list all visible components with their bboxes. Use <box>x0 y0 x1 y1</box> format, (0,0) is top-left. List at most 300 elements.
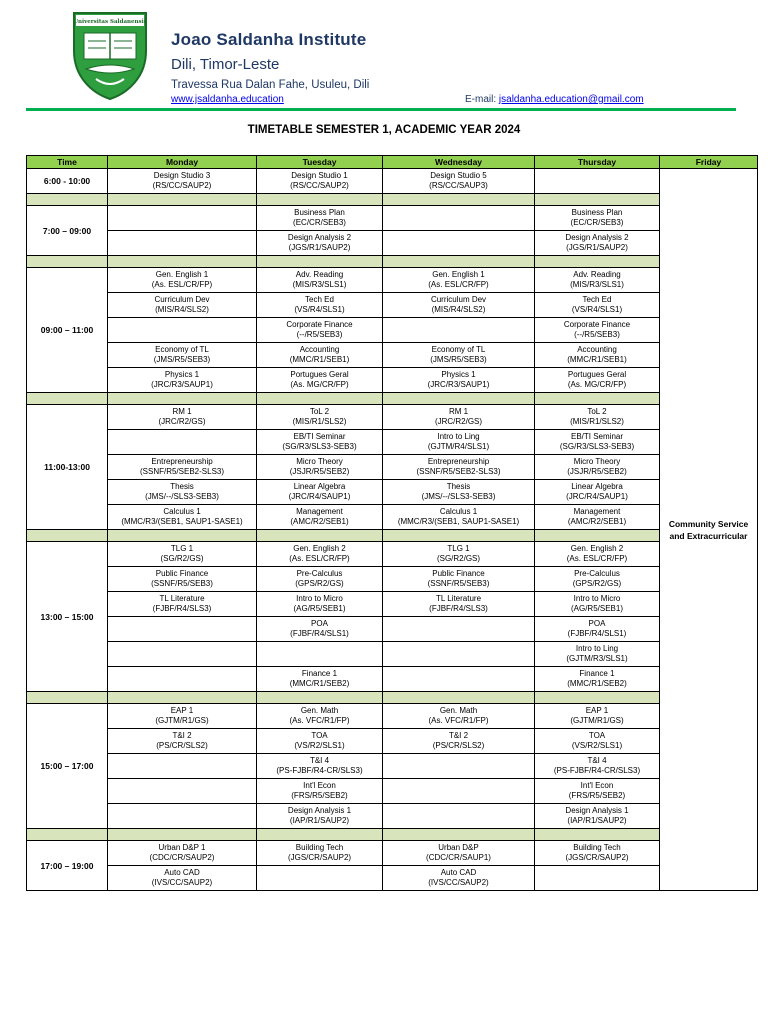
course-name: TL Literature <box>159 594 205 603</box>
course-name: Thesis <box>170 482 194 491</box>
column-header-time: Time <box>27 156 108 169</box>
monday-class-cell <box>108 804 257 829</box>
course-details: (JRC/R3/SAUP1) <box>427 380 490 389</box>
course-details: (MIS/R3/SLS1) <box>292 280 347 289</box>
course-name: Urban D&P 1 <box>158 843 206 852</box>
course-details: (EC/CR/SEB3) <box>570 218 624 227</box>
course-name: Calculus 1 <box>163 507 201 516</box>
thursday-class-cell <box>535 542 660 567</box>
course-name: Physics 1 <box>164 370 200 379</box>
column-header-monday: Monday <box>108 156 257 169</box>
separator-cell <box>257 393 383 405</box>
course-details: (AMC/R2/SEB1) <box>567 517 627 526</box>
course-details: (AG/R5/SEB1) <box>570 604 623 613</box>
course-name: Linear Algebra <box>293 482 346 491</box>
thursday-class-cell <box>535 169 660 194</box>
institute-name: Joao Saldanha Institute <box>171 30 367 49</box>
monday-class-cell <box>108 729 257 754</box>
course-name: T&I 4 <box>587 756 607 765</box>
course-name: Design Analysis 1 <box>287 806 352 815</box>
course-name: Pre-Calculus <box>296 569 343 578</box>
course-name: Entrepreneurship <box>151 457 213 466</box>
course-details: (FJBF/R4/SLS1) <box>567 629 627 638</box>
course-details: (GJTM/R3/SLS1) <box>566 654 628 663</box>
thursday-class-cell <box>535 754 660 779</box>
time-slot-cell: 15:00 – 17:00 <box>27 704 108 829</box>
course-details: (CDC/CR/SAUP2) <box>149 853 215 862</box>
course-name: RM 1 <box>172 407 192 416</box>
course-details: (IVS/CC/SAUP2) <box>151 878 213 887</box>
wednesday-class-cell <box>383 405 535 430</box>
tuesday-class-cell <box>257 667 383 692</box>
thursday-class-cell <box>535 480 660 505</box>
table-row <box>27 343 758 368</box>
course-name: Physics 1 <box>441 370 476 379</box>
monday-class-cell <box>108 343 257 368</box>
course-name: EB/TI Seminar <box>293 432 346 441</box>
course-details: (As. MG/CR/FP) <box>290 380 349 389</box>
monday-class-cell <box>108 667 257 692</box>
tuesday-class-cell <box>257 505 383 530</box>
course-details: (PS/CR/SLS2) <box>156 741 208 750</box>
tuesday-class-cell <box>257 542 383 567</box>
course-name: Gen. Math <box>300 706 339 715</box>
course-details: (PS-FJBF/R4-CR/SLS3) <box>276 766 363 775</box>
header-divider <box>26 108 736 111</box>
course-details: (CDC/CR/SAUP1) <box>426 853 491 862</box>
separator-cell <box>535 829 660 841</box>
tuesday-class-cell <box>257 617 383 642</box>
course-details: (GJTM/R1/GS) <box>570 716 624 725</box>
wednesday-class-cell <box>383 567 535 592</box>
friday-activity-cell <box>660 169 758 891</box>
course-details: (FJBF/R4/SLS1) <box>290 629 349 638</box>
course-name: Design Analysis 2 <box>565 233 629 242</box>
email-link[interactable]: jsaldanha.education@gmail.com <box>498 94 644 105</box>
course-details: (GJTM/R1/GS) <box>155 716 209 725</box>
course-details: (VS/R2/SLS1) <box>294 741 345 750</box>
institute-address: Travessa Rua Dalan Fahe, Usuleu, Dili <box>171 79 370 91</box>
website-link[interactable]: www.jsaldanha.education <box>171 94 284 105</box>
course-name: ToL 2 <box>309 407 330 416</box>
table-row <box>27 480 758 505</box>
course-name: Finance 1 <box>301 669 338 678</box>
course-details: (SSNF/R5/SEB3) <box>151 579 213 588</box>
monday-class-cell <box>108 542 257 567</box>
course-details: (MMC/R1/SEB1) <box>289 355 350 364</box>
course-details: (JGS/R1/SAUP2) <box>566 243 628 252</box>
separator-cell <box>383 194 535 206</box>
monday-class-cell <box>108 704 257 729</box>
table-row <box>27 368 758 393</box>
separator-cell <box>383 393 535 405</box>
course-name: Design Studio 5 <box>430 171 487 180</box>
course-details: (RS/CC/SAUP2) <box>290 181 349 190</box>
wednesday-class-cell <box>383 169 535 194</box>
block-separator-row <box>27 692 758 704</box>
course-name: T&I 2 <box>172 731 192 740</box>
course-details: (JRC/R2/GS) <box>158 417 206 426</box>
thursday-class-cell <box>535 567 660 592</box>
wednesday-class-cell <box>383 293 535 318</box>
institute-city: Dili, Timor-Leste <box>171 56 280 73</box>
tuesday-class-cell <box>257 704 383 729</box>
separator-cell <box>383 692 535 704</box>
course-details: (SG/R2/GS) <box>160 554 204 563</box>
wednesday-class-cell <box>383 368 535 393</box>
course-details: (GPS/R2/GS) <box>572 579 622 588</box>
table-row <box>27 804 758 829</box>
block-separator-row <box>27 194 758 206</box>
university-crest-logo <box>72 11 148 101</box>
monday-class-cell <box>108 642 257 667</box>
course-details: (JGS/CR/SAUP2) <box>287 853 352 862</box>
course-details: (MIS/R3/SLS1) <box>570 280 624 289</box>
course-details: (MMC/R1/SEB1) <box>567 355 627 364</box>
monday-class-cell <box>108 841 257 866</box>
table-row <box>27 866 758 891</box>
separator-cell <box>27 194 108 206</box>
table-row <box>27 430 758 455</box>
monday-class-cell <box>108 505 257 530</box>
table-row <box>27 704 758 729</box>
course-name: Adv. Reading <box>573 270 621 279</box>
course-details: (MIS/R1/SLS2) <box>292 417 347 426</box>
course-details: (SG/R3/SLS3-SEB3) <box>559 442 635 451</box>
wednesday-class-cell <box>383 642 535 667</box>
separator-cell <box>108 692 257 704</box>
course-name: Management <box>296 507 343 516</box>
monday-class-cell <box>108 567 257 592</box>
tuesday-class-cell <box>257 368 383 393</box>
course-details: (As. ESL/CR/FP) <box>566 554 628 563</box>
thursday-class-cell <box>535 268 660 293</box>
monday-class-cell <box>108 866 257 891</box>
table-row <box>27 268 758 293</box>
course-details: (JGS/R1/SAUP2) <box>288 243 351 252</box>
thursday-class-cell <box>535 841 660 866</box>
thursday-class-cell <box>535 667 660 692</box>
monday-class-cell <box>108 169 257 194</box>
letterhead <box>0 0 768 112</box>
monday-class-cell <box>108 368 257 393</box>
tuesday-class-cell <box>257 729 383 754</box>
wednesday-class-cell <box>383 729 535 754</box>
wednesday-class-cell <box>383 779 535 804</box>
course-details: (JMS/R5/SEB3) <box>430 355 487 364</box>
time-slot-cell: 11:00-13:00 <box>27 405 108 530</box>
course-details: (MIS/R4/SLS2) <box>155 305 209 314</box>
tuesday-class-cell <box>257 779 383 804</box>
course-details: (GPS/R2/GS) <box>295 579 344 588</box>
wednesday-class-cell <box>383 804 535 829</box>
email-line <box>465 94 644 105</box>
course-name: Accounting <box>299 345 340 354</box>
course-details: (MMC/R1/SEB2) <box>567 679 627 688</box>
course-name: Finance 1 <box>579 669 615 678</box>
thursday-class-cell <box>535 430 660 455</box>
thursday-class-cell <box>535 368 660 393</box>
wednesday-class-cell <box>383 866 535 891</box>
tuesday-class-cell <box>257 567 383 592</box>
course-details: (SG/R3/SLS3-SEB3) <box>282 442 357 451</box>
course-details: (FJBF/R4/SLS3) <box>152 604 212 613</box>
time-slot-cell: 13:00 – 15:00 <box>27 542 108 692</box>
course-name: Auto CAD <box>164 868 200 877</box>
course-name: RM 1 <box>448 407 469 416</box>
column-header-thursday: Thursday <box>535 156 660 169</box>
thursday-class-cell <box>535 293 660 318</box>
course-name: Thesis <box>446 482 471 491</box>
separator-cell <box>257 256 383 268</box>
separator-cell <box>27 829 108 841</box>
course-name: TL Literature <box>435 594 482 603</box>
table-row <box>27 455 758 480</box>
course-name: Business Plan <box>294 208 345 217</box>
wednesday-class-cell <box>383 455 535 480</box>
course-name: POA <box>588 619 606 628</box>
monday-class-cell <box>108 430 257 455</box>
wednesday-class-cell <box>383 542 535 567</box>
wednesday-class-cell <box>383 268 535 293</box>
course-name: Tech Ed <box>582 295 612 304</box>
course-details: (VS/R2/SLS1) <box>571 741 623 750</box>
thursday-class-cell <box>535 617 660 642</box>
course-name: T&I 2 <box>448 731 469 740</box>
separator-cell <box>535 530 660 542</box>
separator-cell <box>27 256 108 268</box>
course-name: Building Tech <box>295 843 344 852</box>
table-row <box>27 642 758 667</box>
monday-class-cell <box>108 480 257 505</box>
course-name: Gen. English 1 <box>155 270 209 279</box>
course-name: Gen. English 2 <box>293 544 346 553</box>
wednesday-class-cell <box>383 206 535 231</box>
wednesday-class-cell <box>383 505 535 530</box>
separator-cell <box>108 393 257 405</box>
table-row <box>27 318 758 343</box>
table-row <box>27 779 758 804</box>
tuesday-class-cell <box>257 343 383 368</box>
monday-class-cell <box>108 231 257 256</box>
timetable-body <box>27 169 758 891</box>
course-name: Int'l Econ <box>303 781 336 790</box>
course-name: TOA <box>588 731 606 740</box>
tuesday-class-cell <box>257 841 383 866</box>
crest-text: Universitas Saldanensis <box>73 19 147 25</box>
separator-cell <box>383 530 535 542</box>
course-details: (JMS/--/SLS3-SEB3) <box>421 492 496 501</box>
course-name: EAP 1 <box>585 706 609 715</box>
course-details: (--/R5/SEB3) <box>574 330 620 339</box>
time-slot-cell: 09:00 – 11:00 <box>27 268 108 393</box>
wednesday-class-cell <box>383 318 535 343</box>
course-name: Intro to Ling <box>575 644 619 653</box>
monday-class-cell <box>108 318 257 343</box>
course-details: (JRC/R4/SAUP1) <box>566 492 628 501</box>
tuesday-class-cell <box>257 480 383 505</box>
wednesday-class-cell <box>383 231 535 256</box>
column-header-tuesday: Tuesday <box>257 156 383 169</box>
course-details: (VS/R4/SLS1) <box>571 305 623 314</box>
table-row <box>27 592 758 617</box>
course-details: (AG/R5/SEB1) <box>293 604 346 613</box>
separator-cell <box>535 194 660 206</box>
tuesday-class-cell <box>257 804 383 829</box>
tuesday-class-cell <box>257 293 383 318</box>
friday-activity-text: and Extracurricular <box>669 530 748 541</box>
course-name: Building Tech <box>573 843 621 852</box>
course-details: (MMC/R1/SEB2) <box>289 679 350 688</box>
course-name: Corporate Finance <box>563 320 631 329</box>
course-details: (FRS/R5/SEB2) <box>291 791 348 800</box>
course-name: Intro to Micro <box>573 594 621 603</box>
table-row <box>27 841 758 866</box>
monday-class-cell <box>108 592 257 617</box>
tuesday-class-cell <box>257 231 383 256</box>
separator-cell <box>108 194 257 206</box>
table-row <box>27 729 758 754</box>
course-name: Linear Algebra <box>571 482 623 491</box>
course-details: (As. MG/CR/FP) <box>567 380 627 389</box>
tuesday-class-cell <box>257 405 383 430</box>
course-name: Portugues Geral <box>290 370 349 379</box>
course-name: Economy of TL <box>431 345 486 354</box>
course-name: Curriculum Dev <box>430 295 487 304</box>
course-details: (FJBF/R4/SLS3) <box>429 604 488 613</box>
course-details: (JRC/R4/SAUP1) <box>288 492 351 501</box>
course-name: Corporate Finance <box>286 320 353 329</box>
tuesday-class-cell <box>257 754 383 779</box>
thursday-class-cell <box>535 729 660 754</box>
separator-cell <box>383 256 535 268</box>
thursday-class-cell <box>535 866 660 891</box>
timetable <box>26 155 758 891</box>
course-name: TOA <box>311 731 328 740</box>
course-details: (MIS/R1/SLS2) <box>570 417 624 426</box>
course-name: Urban D&P <box>438 843 479 852</box>
course-details: (FRS/R5/SEB2) <box>568 791 626 800</box>
separator-cell <box>257 530 383 542</box>
course-details: (JRC/R2/GS) <box>434 417 483 426</box>
separator-cell <box>257 829 383 841</box>
table-row <box>27 617 758 642</box>
wednesday-class-cell <box>383 343 535 368</box>
course-details: (JGS/CR/SAUP2) <box>565 853 629 862</box>
page-title: TIMETABLE SEMESTER 1, ACADEMIC YEAR 2024 <box>247 124 521 136</box>
thursday-class-cell <box>535 642 660 667</box>
thursday-class-cell <box>535 343 660 368</box>
wednesday-class-cell <box>383 754 535 779</box>
course-details: (IVS/CC/SAUP2) <box>428 878 489 887</box>
course-details: (JMS/R5/SEB3) <box>153 355 211 364</box>
course-name: Accounting <box>577 345 617 354</box>
monday-class-cell <box>108 617 257 642</box>
course-name: TLG 1 <box>170 544 194 553</box>
column-header-wednesday: Wednesday <box>383 156 535 169</box>
thursday-class-cell <box>535 592 660 617</box>
tuesday-class-cell <box>257 592 383 617</box>
table-row <box>27 293 758 318</box>
wednesday-class-cell <box>383 704 535 729</box>
course-name: ToL 2 <box>587 407 607 416</box>
thursday-class-cell <box>535 455 660 480</box>
course-name: TLG 1 <box>447 544 470 553</box>
table-row <box>27 169 758 194</box>
table-row <box>27 567 758 592</box>
separator-cell <box>535 256 660 268</box>
separator-cell <box>535 692 660 704</box>
course-name: Intro to Micro <box>296 594 343 603</box>
course-details: (MMC/R3/(SEB1, SAUP1-SASE1) <box>397 517 520 526</box>
course-details: (JRC/R3/SAUP1) <box>151 380 213 389</box>
column-header-friday: Friday <box>660 156 758 169</box>
course-name: EAP 1 <box>170 706 194 715</box>
course-name: POA <box>311 619 328 628</box>
timetable-header-row <box>27 156 758 169</box>
monday-class-cell <box>108 268 257 293</box>
monday-class-cell <box>108 405 257 430</box>
course-details: (EC/CR/SEB3) <box>293 218 346 227</box>
time-slot-cell: 17:00 – 19:00 <box>27 841 108 891</box>
course-details: (RS/CC/SAUP3) <box>429 181 488 190</box>
table-row <box>27 206 758 231</box>
wednesday-class-cell <box>383 480 535 505</box>
separator-cell <box>27 393 108 405</box>
monday-class-cell <box>108 754 257 779</box>
course-details: (As. ESL/CR/FP) <box>151 280 213 289</box>
course-details: (SSNF/R5/SEB2-SLS3) <box>139 467 225 476</box>
course-details: (AMC/R2/SEB1) <box>290 517 349 526</box>
separator-cell <box>535 393 660 405</box>
thursday-class-cell <box>535 779 660 804</box>
course-details: (SSNF/R5/SEB2-SLS3) <box>416 467 501 476</box>
tuesday-class-cell <box>257 642 383 667</box>
time-slot-cell: 6:00 - 10:00 <box>27 169 108 194</box>
table-row <box>27 667 758 692</box>
course-name: Portugues Geral <box>567 370 627 379</box>
course-details: (As. ESL/CR/FP) <box>289 554 350 563</box>
separator-cell <box>257 194 383 206</box>
course-name: Pre-Calculus <box>574 569 620 578</box>
course-details: (JSJR/R5/SEB2) <box>289 467 350 476</box>
course-details: (JSJR/R5/SEB2) <box>567 467 627 476</box>
wednesday-class-cell <box>383 617 535 642</box>
separator-cell <box>383 829 535 841</box>
table-row <box>27 405 758 430</box>
table-row <box>27 505 758 530</box>
course-name: Tech Ed <box>305 295 334 304</box>
block-separator-row <box>27 829 758 841</box>
course-name: Int'l Econ <box>580 781 614 790</box>
thursday-class-cell <box>535 505 660 530</box>
separator-cell <box>108 256 257 268</box>
wednesday-class-cell <box>383 841 535 866</box>
course-name: Design Studio 3 <box>153 171 211 180</box>
course-details: (As. ESL/CR/FP) <box>428 280 489 289</box>
course-details: (IAP/R1/SAUP2) <box>567 816 627 825</box>
block-separator-row <box>27 530 758 542</box>
course-name: Calculus 1 <box>439 507 478 516</box>
thursday-class-cell <box>535 231 660 256</box>
separator-cell <box>27 530 108 542</box>
block-separator-row <box>27 393 758 405</box>
course-details: (As. VFC/R1/FP) <box>428 716 489 725</box>
course-name: Micro Theory <box>573 457 621 466</box>
course-details: (IAP/R1/SAUP2) <box>289 816 350 825</box>
course-details: (As. VFC/R1/FP) <box>289 716 350 725</box>
friday-activity-text: Community Service <box>668 518 749 529</box>
